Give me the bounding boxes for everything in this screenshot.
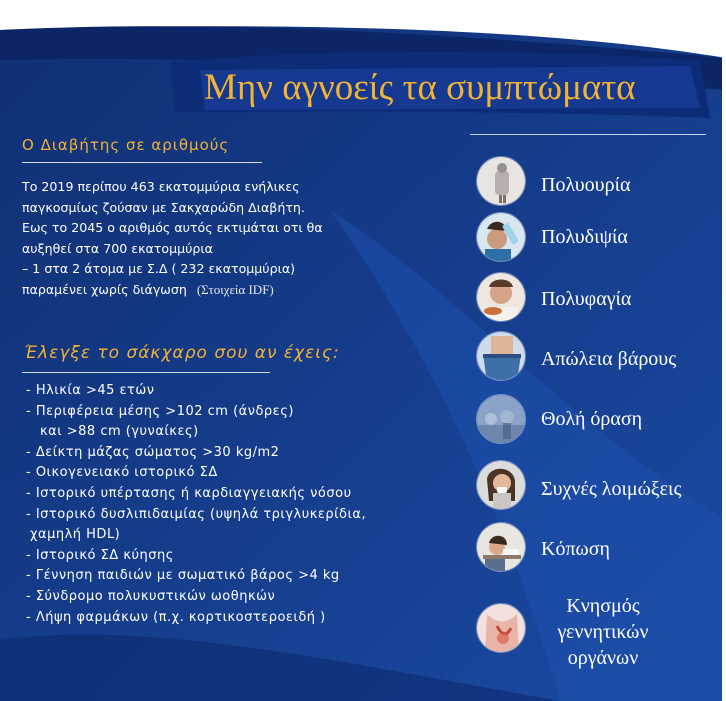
list-item: - Δείκτη μάζας σώματος >30 kg/m2 — [26, 444, 280, 460]
stats-line — [22, 280, 442, 301]
stats-heading-divider — [22, 162, 262, 163]
symptom-label: Πολυφαγία — [541, 288, 632, 310]
blurred-street-icon — [476, 394, 526, 444]
drinking-water-icon — [476, 212, 526, 262]
list-item: χαμηλή HDL) — [30, 527, 121, 543]
symptom-label: Πολυουρία — [541, 174, 631, 196]
symptom-label: Κόπωση — [541, 538, 610, 560]
eating-icon — [476, 272, 526, 322]
symptom-label: Θολή όραση — [541, 408, 643, 430]
toilet-person-icon — [476, 156, 526, 206]
sick-person-icon — [476, 460, 526, 510]
stats-line: παγκοσμίως ζούσαν με Σακχαρώδη Διαβήτη. — [22, 199, 305, 215]
list-item: - Ιστορικό υπέρτασης ή καρδιαγγειακής νόσου — [26, 485, 352, 501]
symptom-label: Απώλεια βάρους — [541, 348, 677, 370]
page-title: Μην αγνοείς τα συμπτώματα — [204, 67, 636, 108]
tired-person-icon — [476, 522, 526, 572]
list-item: - Σύνδρομο πολυκυστικών ωοθηκών — [26, 588, 276, 604]
stats-line: Εως το 2045 ο αριθμός αυτός εκτιμάται οτι θα — [22, 220, 323, 235]
list-item: και >88 cm (γυναίκες) — [40, 424, 199, 440]
stats-text — [22, 177, 442, 300]
list-item: - Ηλικία >45 ετών — [26, 383, 155, 398]
check-heading-divider — [22, 372, 270, 373]
symptom-label-line: Κνησμός — [566, 595, 640, 617]
stats-line: αυξηθεί στα 700 εκατομμύρια — [22, 240, 213, 256]
itching-icon — [476, 603, 526, 653]
symptom-label: Πολυδιψία — [541, 226, 628, 248]
stats-heading: Ο Διαβήτης σε αριθμούς — [22, 136, 230, 154]
list-item: - Περιφέρεια μέσης >102 cm (άνδρες) — [26, 403, 294, 419]
list-item: - Οικογενειακό ιστορικό ΣΔ — [26, 465, 218, 481]
list-item: - Ιστορικό ΣΔ κύησης — [26, 547, 174, 563]
symptom-label-line: οργάνων — [567, 647, 639, 669]
risk-factor-list — [26, 381, 366, 628]
symptom-label-line: γεννητικών — [557, 621, 649, 643]
list-item: - Γέννηση παιδιών με σωματικό βάρος >4 kg — [26, 568, 340, 584]
title-divider — [470, 134, 706, 135]
check-heading: Έλεγξε το σάκχαρο σου αν έχεις: — [24, 343, 340, 363]
loose-trousers-icon — [476, 331, 526, 381]
symptom-label: Συχνές λοιμώξεις — [541, 478, 682, 500]
list-item: - Λήψη φαρμάκων (π.χ. κορτικοστεροειδή ) — [26, 609, 326, 625]
list-item: - Ιστορικό δυσλιπιδαιμίας (υψηλά τριγλυκερίδια, — [26, 506, 367, 522]
symptom-label-multiline — [538, 593, 668, 671]
stats-line-text: παραμένει χωρίς διάγωση — [22, 281, 187, 297]
stats-source: (Στοιχεία IDF) — [196, 281, 274, 297]
stats-line: Το 2019 περίπου 463 εκατομμύρια ενήλικες — [22, 179, 300, 194]
stats-line: – 1 στα 2 άτομα με Σ.Δ ( 232 εκατομμύρια) — [22, 261, 296, 276]
